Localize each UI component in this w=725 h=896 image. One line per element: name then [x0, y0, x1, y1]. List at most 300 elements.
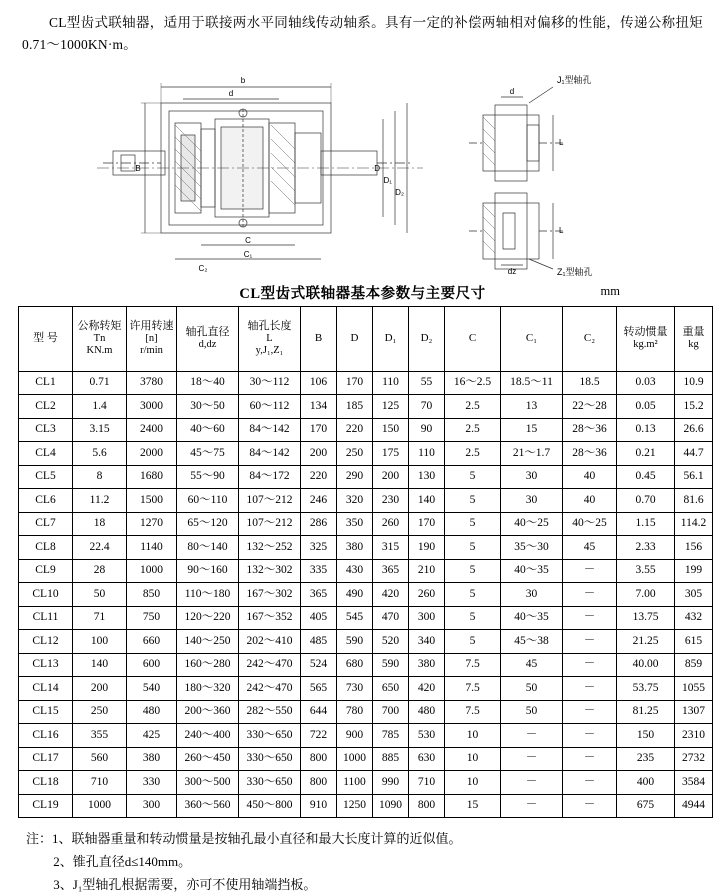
table-cell: 0.70	[617, 489, 675, 513]
table-cell: 2732	[675, 747, 713, 771]
table-cell: 28～36	[563, 442, 617, 466]
table-title: CL型齿式联轴器基本参数与主要尺寸	[239, 285, 486, 302]
table-cell: 5.6	[73, 442, 127, 466]
table-row	[19, 559, 713, 583]
table-cell: 3780	[127, 371, 177, 395]
table-cell: 18.5～11	[501, 371, 563, 395]
table-cell: 800	[301, 771, 337, 795]
table-cell: 200	[73, 677, 127, 701]
table-cell: 260～450	[177, 747, 239, 771]
table-header-row	[19, 306, 713, 371]
table-cell: －	[563, 771, 617, 795]
table-cell: 7.00	[617, 583, 675, 607]
table-cell: －	[563, 630, 617, 654]
table-cell: 5	[445, 465, 501, 489]
table-cell: 2.5	[445, 442, 501, 466]
table-cell: 120～220	[177, 606, 239, 630]
table-cell: －	[563, 724, 617, 748]
table-row	[19, 606, 713, 630]
col-header-D1: D₁	[373, 306, 409, 371]
table-cell: 30	[501, 489, 563, 513]
table-cell: 1270	[127, 512, 177, 536]
table-cell: 40～35	[501, 559, 563, 583]
table-cell: 150	[373, 418, 409, 442]
table-cell: 13.75	[617, 606, 675, 630]
table-cell: 40～35	[501, 606, 563, 630]
table-cell: 21.25	[617, 630, 675, 654]
table-cell: 40	[563, 489, 617, 513]
table-cell: 156	[675, 536, 713, 560]
table-cell: 2400	[127, 418, 177, 442]
cell-model: CL17	[19, 747, 73, 771]
cell-model: CL8	[19, 536, 73, 560]
cell-model: CL4	[19, 442, 73, 466]
table-cell: 81.25	[617, 700, 675, 724]
table-cell: 360～560	[177, 794, 239, 818]
figure-dimension-labels	[135, 74, 592, 277]
table-cell: 11.2	[73, 489, 127, 513]
table-cell: 330～650	[239, 747, 301, 771]
table-cell: －	[563, 583, 617, 607]
table-cell: 675	[617, 794, 675, 818]
svg-text:L: L	[558, 225, 563, 235]
svg-text:dz: dz	[507, 266, 516, 276]
table-cell: 885	[373, 747, 409, 771]
table-cell: 40.00	[617, 653, 675, 677]
col-header-C1: C₁	[501, 306, 563, 371]
table-cell: 630	[409, 747, 445, 771]
table-cell: 60～110	[177, 489, 239, 513]
cell-model: CL7	[19, 512, 73, 536]
table-cell: 545	[337, 606, 373, 630]
table-cell: 84～142	[239, 418, 301, 442]
table-cell: 540	[127, 677, 177, 701]
table-cell: 90	[409, 418, 445, 442]
table-cell: 200～360	[177, 700, 239, 724]
table-cell: 1500	[127, 489, 177, 513]
svg-text:D₂: D₂	[394, 187, 404, 197]
table-cell: 7.5	[445, 677, 501, 701]
table-cell: 70	[409, 395, 445, 419]
table-cell: 15	[445, 794, 501, 818]
table-cell: 3000	[127, 395, 177, 419]
table-cell: 220	[337, 418, 373, 442]
table-cell: 7.5	[445, 653, 501, 677]
table-cell: 350	[337, 512, 373, 536]
table-cell: 160～280	[177, 653, 239, 677]
table-row	[19, 794, 713, 818]
cell-model: CL13	[19, 653, 73, 677]
table-cell: 0.13	[617, 418, 675, 442]
intro-paragraph	[0, 0, 725, 57]
table-cell: 300～500	[177, 771, 239, 795]
col-header-torque: 公称转矩 Tn KN.m	[73, 306, 127, 371]
table-cell: 710	[409, 771, 445, 795]
table-cell: 2310	[675, 724, 713, 748]
coupling-diagram-svg	[83, 63, 643, 278]
table-row	[19, 418, 713, 442]
table-cell: 114.2	[675, 512, 713, 536]
table-cell: 1140	[127, 536, 177, 560]
technical-drawing	[0, 63, 725, 278]
table-cell: 282～550	[239, 700, 301, 724]
table-cell: 590	[373, 653, 409, 677]
table-cell: 355	[73, 724, 127, 748]
table-cell: 180～320	[177, 677, 239, 701]
table-cell: 250	[73, 700, 127, 724]
table-row	[19, 512, 713, 536]
col-header-speed: 许用转速 [n] r/min	[127, 306, 177, 371]
table-cell: 81.6	[675, 489, 713, 513]
table-cell: 0.03	[617, 371, 675, 395]
table-cell: 170	[301, 418, 337, 442]
table-cell: 615	[675, 630, 713, 654]
svg-text:Z₁型轴孔: Z₁型轴孔	[556, 266, 593, 277]
table-cell: 200	[373, 465, 409, 489]
table-cell: 199	[675, 559, 713, 583]
table-row	[19, 630, 713, 654]
cell-model: CL6	[19, 489, 73, 513]
table-cell: 1250	[337, 794, 373, 818]
table-unit-label: mm	[600, 283, 620, 298]
svg-text:d: d	[228, 88, 233, 98]
table-cell: 470	[373, 606, 409, 630]
table-cell: 750	[127, 606, 177, 630]
table-cell: 10	[445, 747, 501, 771]
table-cell: 26.6	[675, 418, 713, 442]
cell-model: CL11	[19, 606, 73, 630]
table-cell: 16～2.5	[445, 371, 501, 395]
table-cell: 7.5	[445, 700, 501, 724]
table-cell: 300	[409, 606, 445, 630]
table-cell: 990	[373, 771, 409, 795]
table-cell: 730	[337, 677, 373, 701]
cell-model: CL10	[19, 583, 73, 607]
table-cell: 65～120	[177, 512, 239, 536]
table-cell: 210	[409, 559, 445, 583]
table-cell: 315	[373, 536, 409, 560]
table-cell: 18.5	[563, 371, 617, 395]
table-row	[19, 371, 713, 395]
table-cell: －	[563, 794, 617, 818]
table-cell: 40～60	[177, 418, 239, 442]
table-cell: 45	[563, 536, 617, 560]
table-cell: 286	[301, 512, 337, 536]
table-cell: 290	[337, 465, 373, 489]
table-cell: 84～142	[239, 442, 301, 466]
table-cell: 520	[373, 630, 409, 654]
table-cell: 1055	[675, 677, 713, 701]
table-cell: 5	[445, 512, 501, 536]
table-cell: 130	[409, 465, 445, 489]
table-cell: 5	[445, 489, 501, 513]
cell-model: CL9	[19, 559, 73, 583]
table-cell: －	[501, 724, 563, 748]
table-cell: 480	[409, 700, 445, 724]
table-cell: 28～36	[563, 418, 617, 442]
table-cell: 530	[409, 724, 445, 748]
table-cell: －	[563, 606, 617, 630]
table-cell: 71	[73, 606, 127, 630]
table-cell: 0.21	[617, 442, 675, 466]
table-cell: 1680	[127, 465, 177, 489]
notes-section	[0, 818, 725, 896]
table-cell: 1000	[337, 747, 373, 771]
table-cell: 260	[409, 583, 445, 607]
cell-model: CL16	[19, 724, 73, 748]
table-row	[19, 677, 713, 701]
table-cell: 107～212	[239, 489, 301, 513]
table-cell: 1.4	[73, 395, 127, 419]
table-cell: 3584	[675, 771, 713, 795]
table-cell: 850	[127, 583, 177, 607]
table-cell: 780	[337, 700, 373, 724]
table-cell: 800	[301, 747, 337, 771]
table-cell: 175	[373, 442, 409, 466]
table-cell: 260	[373, 512, 409, 536]
svg-text:b: b	[240, 75, 245, 85]
table-cell: 55～90	[177, 465, 239, 489]
table-cell: 200	[301, 442, 337, 466]
col-header-C: C	[445, 306, 501, 371]
table-cell: 125	[373, 395, 409, 419]
svg-text:C₁: C₁	[243, 249, 252, 259]
cell-model: CL5	[19, 465, 73, 489]
table-cell: 660	[127, 630, 177, 654]
table-cell: 380	[127, 747, 177, 771]
table-row	[19, 395, 713, 419]
table-cell: 50	[73, 583, 127, 607]
table-cell: 490	[337, 583, 373, 607]
table-cell: 45～38	[501, 630, 563, 654]
table-cell: 110	[373, 371, 409, 395]
table-cell: 10.9	[675, 371, 713, 395]
table-cell: 10	[445, 724, 501, 748]
table-container	[0, 306, 725, 819]
table-row	[19, 489, 713, 513]
table-cell: 132～302	[239, 559, 301, 583]
table-cell: 305	[675, 583, 713, 607]
cell-model: CL18	[19, 771, 73, 795]
table-cell: 202～410	[239, 630, 301, 654]
table-cell: 650	[373, 677, 409, 701]
table-cell: 5	[445, 559, 501, 583]
table-cell: 15	[501, 418, 563, 442]
table-row	[19, 747, 713, 771]
cell-model: CL3	[19, 418, 73, 442]
table-cell: 246	[301, 489, 337, 513]
table-cell: 190	[409, 536, 445, 560]
col-header-bore-diameter: 轴孔直径 d,dz	[177, 306, 239, 371]
table-body	[19, 371, 713, 818]
table-cell: 240～400	[177, 724, 239, 748]
table-cell: 140～250	[177, 630, 239, 654]
table-cell: 859	[675, 653, 713, 677]
table-title-row	[0, 282, 725, 306]
cell-model: CL15	[19, 700, 73, 724]
table-cell: 230	[373, 489, 409, 513]
table-cell: 132～252	[239, 536, 301, 560]
col-header-inertia: 转动惯量 kg.m²	[617, 306, 675, 371]
svg-text:C₂: C₂	[198, 263, 207, 273]
table-cell: 565	[301, 677, 337, 701]
table-cell: 300	[127, 794, 177, 818]
table-row	[19, 653, 713, 677]
table-cell: 22.4	[73, 536, 127, 560]
table-cell: 800	[409, 794, 445, 818]
table-cell: 420	[373, 583, 409, 607]
table-cell: 18～40	[177, 371, 239, 395]
table-cell: 320	[337, 489, 373, 513]
table-cell: 1000	[127, 559, 177, 583]
table-cell: 55	[409, 371, 445, 395]
table-cell: 480	[127, 700, 177, 724]
table-cell: 432	[675, 606, 713, 630]
table-cell: 910	[301, 794, 337, 818]
table-cell: 30～50	[177, 395, 239, 419]
col-header-model: 型 号	[19, 306, 73, 371]
svg-text:L: L	[558, 137, 563, 147]
table-cell: 110～180	[177, 583, 239, 607]
svg-text:D: D	[373, 163, 380, 173]
table-cell: 242～470	[239, 677, 301, 701]
table-cell: －	[563, 653, 617, 677]
table-cell: －	[501, 747, 563, 771]
table-cell: 425	[127, 724, 177, 748]
table-row	[19, 724, 713, 748]
table-cell: 40～25	[501, 512, 563, 536]
table-cell: －	[563, 700, 617, 724]
table-cell: －	[501, 771, 563, 795]
note-2: 2、锥孔直径d≤140mm。	[53, 853, 192, 869]
table-cell: 15.2	[675, 395, 713, 419]
table-cell: 380	[337, 536, 373, 560]
table-cell: 0.71	[73, 371, 127, 395]
table-cell: 3.15	[73, 418, 127, 442]
table-cell: 365	[373, 559, 409, 583]
table-cell: 30～112	[239, 371, 301, 395]
table-cell: 1090	[373, 794, 409, 818]
table-cell: 3.55	[617, 559, 675, 583]
table-cell: 485	[301, 630, 337, 654]
table-cell: 1.15	[617, 512, 675, 536]
table-cell: 18	[73, 512, 127, 536]
table-cell: 5	[445, 536, 501, 560]
table-cell: 80～140	[177, 536, 239, 560]
table-cell: 450～800	[239, 794, 301, 818]
table-cell: 2.5	[445, 395, 501, 419]
table-cell: 325	[301, 536, 337, 560]
table-cell: 10	[445, 771, 501, 795]
table-cell: 107～212	[239, 512, 301, 536]
table-cell: 45	[501, 653, 563, 677]
table-cell: 5	[445, 606, 501, 630]
table-cell: 590	[337, 630, 373, 654]
col-header-weight: 重量 kg	[675, 306, 713, 371]
table-cell: 524	[301, 653, 337, 677]
table-cell: 44.7	[675, 442, 713, 466]
table-cell: 30	[501, 465, 563, 489]
table-cell: 380	[409, 653, 445, 677]
table-cell: 330	[127, 771, 177, 795]
table-cell: 5	[445, 630, 501, 654]
table-cell: 167～352	[239, 606, 301, 630]
table-cell: 2.5	[445, 418, 501, 442]
table-cell: 420	[409, 677, 445, 701]
table-cell: 242～470	[239, 653, 301, 677]
table-cell: 13	[501, 395, 563, 419]
col-header-D: D	[337, 306, 373, 371]
table-cell: 340	[409, 630, 445, 654]
table-cell: 106	[301, 371, 337, 395]
coupling-parameters-table	[18, 306, 713, 819]
table-row	[19, 465, 713, 489]
intro-text: CL型齿式联轴器，适用于联接两水平同轴线传动轴系。具有一定的补偿两轴相对偏移的性能，传递公称扭矩0.71～1000KN·m。	[22, 15, 703, 53]
svg-text:d: d	[509, 86, 514, 96]
col-header-D2: D₂	[409, 306, 445, 371]
table-cell: 40	[563, 465, 617, 489]
table-cell: 4944	[675, 794, 713, 818]
table-cell: 785	[373, 724, 409, 748]
table-cell: 680	[337, 653, 373, 677]
col-header-C2: C₂	[563, 306, 617, 371]
cell-model: CL14	[19, 677, 73, 701]
table-cell: 900	[337, 724, 373, 748]
table-cell: 0.05	[617, 395, 675, 419]
table-cell: 405	[301, 606, 337, 630]
table-cell: 365	[301, 583, 337, 607]
table-cell: 700	[373, 700, 409, 724]
table-cell: 28	[73, 559, 127, 583]
cell-model: CL12	[19, 630, 73, 654]
table-cell: 22～28	[563, 395, 617, 419]
table-cell: 30	[501, 583, 563, 607]
table-cell: 330～650	[239, 724, 301, 748]
col-header-bore-length: 轴孔长度 L y,J₁,Z₁	[239, 306, 301, 371]
table-cell: －	[563, 747, 617, 771]
table-cell: 1100	[337, 771, 373, 795]
table-cell: 170	[409, 512, 445, 536]
table-cell: 60～112	[239, 395, 301, 419]
col-header-B: B	[301, 306, 337, 371]
table-cell: 5	[445, 583, 501, 607]
table-cell: 250	[337, 442, 373, 466]
table-cell: 2000	[127, 442, 177, 466]
svg-text:D₁: D₁	[383, 175, 392, 185]
table-row	[19, 700, 713, 724]
table-cell: 644	[301, 700, 337, 724]
table-cell: 134	[301, 395, 337, 419]
table-cell: 50	[501, 700, 563, 724]
table-cell: 560	[73, 747, 127, 771]
table-cell: 21～1.7	[501, 442, 563, 466]
table-cell: 710	[73, 771, 127, 795]
table-cell: 430	[337, 559, 373, 583]
table-cell: 90～160	[177, 559, 239, 583]
table-cell: 8	[73, 465, 127, 489]
table-cell: 140	[409, 489, 445, 513]
table-cell: 100	[73, 630, 127, 654]
table-cell: 330～650	[239, 771, 301, 795]
cell-model: CL2	[19, 395, 73, 419]
table-row	[19, 536, 713, 560]
svg-text:B: B	[134, 163, 141, 173]
table-cell: 167～302	[239, 583, 301, 607]
table-cell: 600	[127, 653, 177, 677]
table-cell: 140	[73, 653, 127, 677]
table-cell: －	[501, 794, 563, 818]
table-cell: －	[563, 677, 617, 701]
